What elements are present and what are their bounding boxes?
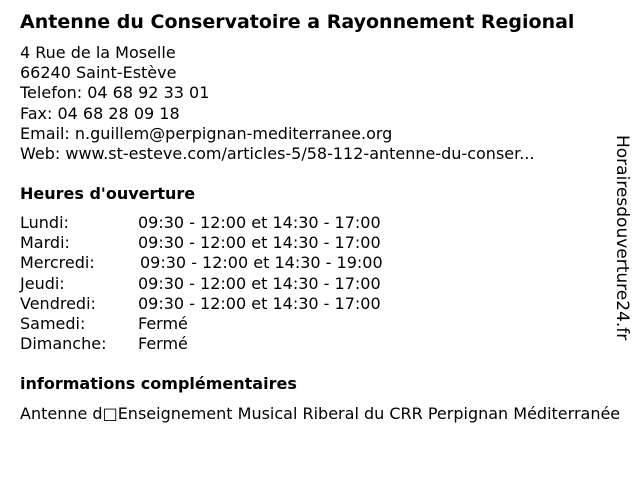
additional-info-heading: informations complémentaires (20, 374, 297, 393)
day-label: Dimanche: (20, 334, 107, 354)
contact-block (20, 43, 535, 164)
time-value: 09:30 - 12:00 et 14:30 - 17:00 (138, 213, 381, 232)
day-label: Mardi: (20, 233, 70, 253)
address-city: 66240 Saint-Estève (20, 63, 177, 83)
day-label: Mercredi: (20, 253, 95, 273)
day-label: Jeudi: (20, 273, 65, 293)
day-label: Vendredi: (20, 293, 96, 313)
email-address: Email: n.guillem@perpignan-mediterranee.org (20, 123, 393, 143)
time-value: 09:30 - 12:00 et 14:30 - 19:00 (140, 253, 383, 273)
time-value: Fermé (138, 313, 188, 333)
website-link: Web: www.st-esteve.com/articles-5/58-112-antenne-du-conser... (20, 144, 535, 164)
day-label: Samedi: (20, 313, 86, 333)
time-value: Fermé (138, 334, 188, 354)
fax-number: Fax: 04 68 28 09 18 (20, 103, 180, 123)
opening-hours-heading: Heures d'ouverture (20, 184, 196, 203)
address-street: 4 Rue de la Moselle (20, 43, 176, 62)
site-watermark: Horairesdouverture24.fr (612, 135, 632, 341)
phone-number: Telefon: 04 68 92 33 01 (20, 83, 210, 103)
page-title: Antenne du Conservatoire a Rayonnement Regional (20, 11, 575, 33)
day-label: Lundi: (20, 213, 69, 232)
additional-info-text: Antenne d□Enseignement Musical Riberal du CRR Perpignan Méditerranée (20, 404, 621, 423)
time-value: 09:30 - 12:00 et 14:30 - 17:00 (138, 233, 381, 253)
time-value: 09:30 - 12:00 et 14:30 - 17:00 (138, 293, 381, 313)
time-value: 09:30 - 12:00 et 14:30 - 17:00 (138, 273, 381, 293)
